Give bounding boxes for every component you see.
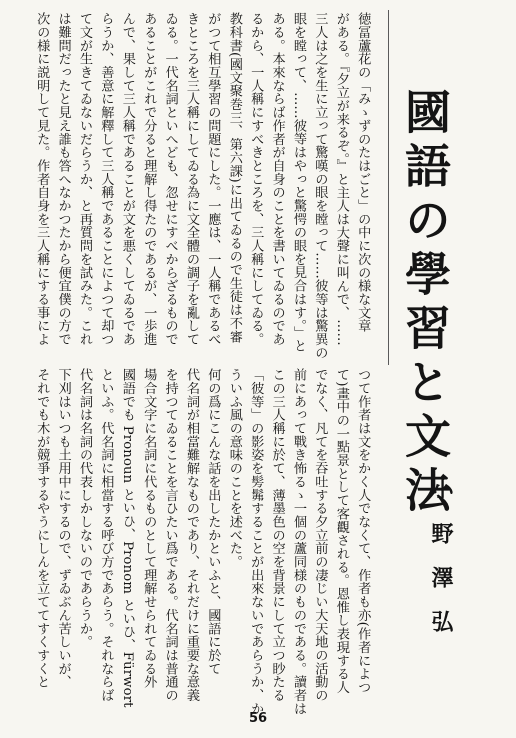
page-number: 56 [248, 711, 268, 726]
text-column: でなく、凡てを吞吐する夕立前の凄じい大天地の活動の [312, 368, 328, 702]
text-column: んで、果して三人稱であることが文を悪くしてゐるであ [119, 12, 135, 346]
text-column: ゐる。一代名詞といへども、忽せにすべからざるもので [162, 12, 178, 346]
text-column: 教科書(國文聚巻三、第六課)に出てゐるので生徒は不審 [226, 12, 242, 343]
text-column: きところを三人稱にしてゐる為に文全體の調子を亂して [184, 12, 199, 346]
text-column: この三人稱に於て、薄墨色の空を背景にして立つ眇たる [269, 368, 285, 702]
text-column: 次の様に説明して見た。作者自身を三人稱にする事によ [34, 12, 50, 346]
text-column: 前にあって戰き怖るゝ一個の蘆同様のものである。讀者は [291, 368, 306, 716]
text-column: 下刈はいつも土用中にするので、ずゐぶん苦しいが、 [55, 368, 71, 689]
text-column: るから、一人稱にすべきところを、三人稱にしてゐる。 [248, 12, 264, 346]
title-divider-line [388, 10, 389, 365]
article-author: 小野澤弘 [428, 478, 454, 654]
text-column: 眼を瞠って、……彼等はやっと驚愕の眼を見合はす。」と [291, 12, 306, 353]
text-column: 國語でも Pronoun といひ、Pronom といひ、Fürwort [119, 368, 135, 708]
text-column: 三人は之を生に立って驚嘆の眼を瞠って……彼等は驚異の [312, 12, 328, 360]
text-column: がつて相互學習の問題にした。一應は、一人稱であるべ [205, 12, 221, 346]
text-column: ういふ風の意味のことを述べた。 [226, 368, 242, 569]
text-column: て文が生きてゐないだらうか、と再質問を試みた。これ [77, 12, 92, 346]
text-column: ある。本來ならば作者が自身のことを書いてゐるのであ [269, 12, 285, 346]
text-column: つて作者は文をかく人でなくて、作者も亦(作者によつ [355, 368, 371, 694]
article-title: 國語の學習と文法 [398, 88, 452, 520]
text-column: といふ。代名詞に相當する呼び方であらう。それならば [98, 368, 114, 702]
text-column: 徳冨蘆花の「みゝずのたはごと」の中に次の様な文章 [355, 12, 371, 333]
text-column: らうか、善意に解釋して三人稱であることによつて却つ [98, 12, 114, 346]
text-column: がある。『夕立が来るぞ。』と主人は大聲に叫んで、…… [333, 12, 349, 346]
text-column: あることがこれで分ると理解し得たのであるが、一歩進 [141, 12, 157, 346]
text-column: 何の爲にこんな話を出したかといふと、國語に於て [205, 368, 221, 676]
text-column: て)畫中の一點景として客觀される。恩惟し表現する人 [333, 368, 349, 694]
text-column: 代名詞は名詞の代表しかしないのであらうか。 [77, 368, 92, 649]
text-column: は難問だったと見え誰も答へなかつたから便宜僕の方で [55, 12, 71, 346]
text-column: 「彼等」の影姿を髣髴することが出來ないであらうか、か [248, 368, 264, 716]
text-column: を持つてゐることを言ひたい爲である。代名詞は普通の [162, 368, 178, 702]
text-column: それでも木が競爭するやうにしんを立ててすくすくと [34, 368, 50, 689]
text-column: 場合文字に名詞に代るものとして理解せられてゐる外 [141, 368, 157, 689]
text-column: 代名詞が相當難解なものであり、それだけに重要な意義 [184, 368, 199, 702]
